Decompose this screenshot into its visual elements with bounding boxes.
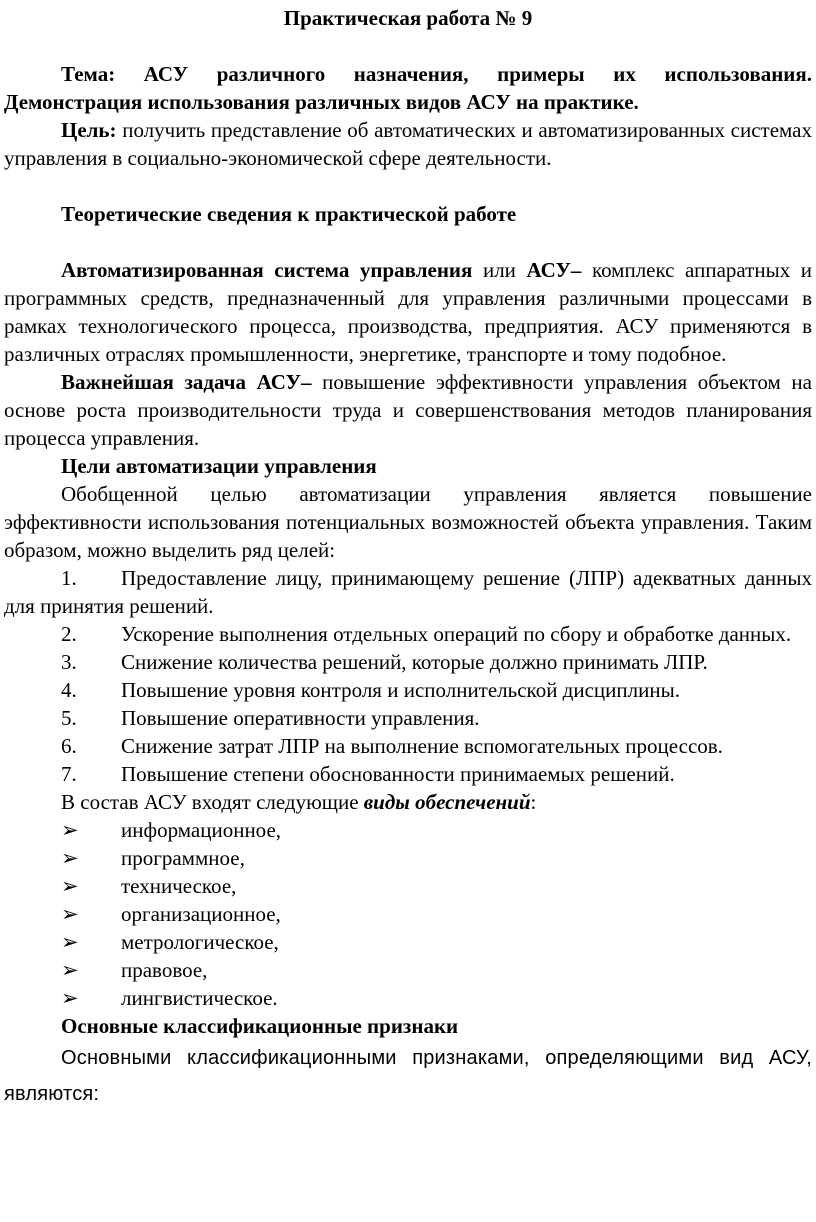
- support-emphasis: виды обеспечений: [363, 790, 531, 814]
- definition-term: Автоматизированная система управления: [61, 258, 473, 282]
- list-item: 1. Предоставление лицу, принимающему решение (ЛПР) адекватных данных для принятия решений.: [4, 566, 812, 618]
- list-item: 4. Повышение уровня контроля и исполнительской дисциплины.: [61, 678, 680, 702]
- list-item: ➢ метрологическое,: [61, 930, 279, 954]
- list-item: ➢ лингвистическое.: [61, 986, 278, 1010]
- list-item: 6. Снижение затрат ЛПР на выполнение вспомогательных процессов.: [61, 734, 723, 758]
- definition-paragraph: [4, 256, 812, 368]
- goals-intro: Обобщенной целью автоматизации управления является повышение эффективности использования потенциальных возможностей объекта управления. Таким образом, можно выделить ряд целей:: [4, 482, 812, 562]
- definition-abbr: АСУ–: [526, 258, 582, 282]
- arrow-bullet-icon: ➢: [61, 902, 79, 926]
- arrow-bullet-icon: ➢: [61, 874, 79, 898]
- classification-heading: Основные классификационные признаки: [61, 1014, 459, 1038]
- arrow-bullet-icon: ➢: [61, 958, 79, 982]
- page-title: Практическая работа № 9: [283, 6, 533, 30]
- goals-heading: Цели автоматизации управления: [61, 454, 377, 478]
- list-item: ➢ информационное,: [61, 818, 282, 842]
- main-task-paragraph: [4, 368, 812, 452]
- support-list: [4, 816, 812, 1012]
- topic-text: АСУ различного назначения, примеры их использования. Демонстрация использования различных видов АСУ на практике.: [4, 62, 813, 114]
- main-task-label: Важнейшая задача АСУ–: [61, 370, 312, 394]
- goal-paragraph: [4, 116, 812, 172]
- goals-list: [4, 564, 812, 788]
- arrow-bullet-icon: ➢: [61, 986, 79, 1010]
- list-item: 2. Ускорение выполнения отдельных операций по сбору и обработке данных.: [61, 622, 792, 646]
- list-item: 5. Повышение оперативности управления.: [61, 706, 480, 730]
- definition-connector: или: [472, 258, 527, 282]
- list-item: ➢ правовое,: [61, 958, 208, 982]
- definition-text: комплекс аппаратных и программных средств, предназначенный для управления различными процессами в рамках технологического процесса, производства, предприятия. АСУ применяются в различных отраслях промышленности, энергетике, транспорте и тому подобное.: [4, 258, 812, 366]
- goal-label: Цель:: [61, 118, 117, 142]
- main-task-text: повышение эффективности управления объектом на основе роста производительности труда и совершенствования методов планирования процесса управления.: [4, 370, 812, 450]
- arrow-bullet-icon: ➢: [61, 846, 79, 870]
- spacer: [4, 172, 812, 200]
- spacer: [4, 228, 812, 256]
- topic-paragraph: [4, 60, 812, 116]
- topic-label: Тема:: [61, 62, 116, 86]
- list-item: 7. Повышение степени обоснованности принимаемых решений.: [61, 762, 675, 786]
- classification-text: Основными классификационными признаками, определяющими вид АСУ, являются:: [4, 1047, 812, 1105]
- list-item: ➢ техническое,: [61, 874, 237, 898]
- arrow-bullet-icon: ➢: [61, 818, 79, 842]
- support-intro: В состав АСУ входят следующие виды обеспечений:: [61, 790, 537, 814]
- list-item: ➢ программное,: [61, 846, 245, 870]
- arrow-bullet-icon: ➢: [61, 930, 79, 954]
- list-item: 3. Снижение количества решений, которые должно принимать ЛПР.: [61, 650, 708, 674]
- spacer: [4, 32, 812, 60]
- list-item: ➢ организационное,: [61, 902, 281, 926]
- goal-text: получить представление об автоматических и автоматизированных системах управления в социально-экономической сфере деятельности.: [4, 118, 812, 170]
- theory-heading: Теоретические сведения к практической работе: [61, 202, 517, 226]
